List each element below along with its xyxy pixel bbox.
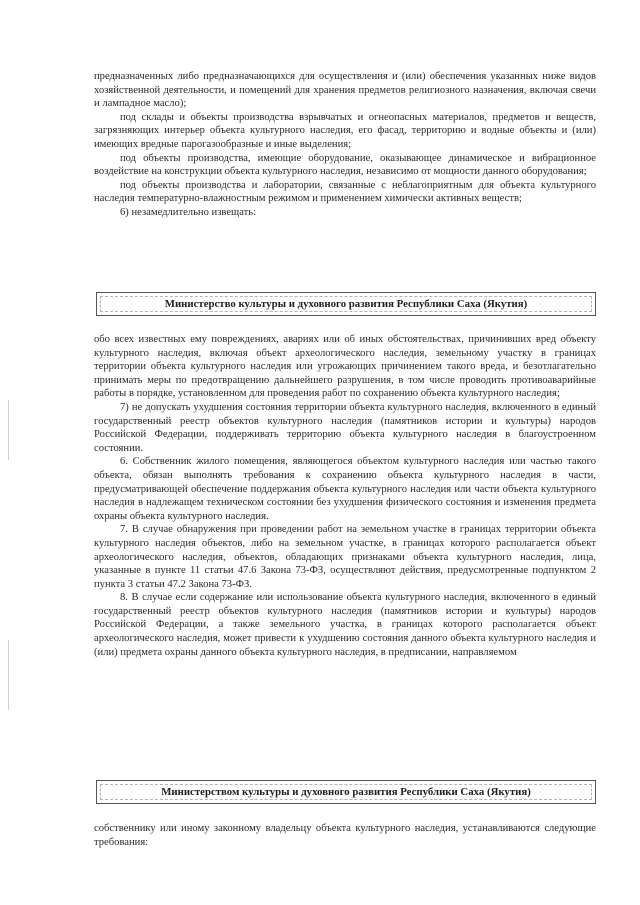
paragraph: 7. В случае обнаружения при проведении работ на земельном участке в границах территории объекта культурного наследия объектов, либо на земельном участке, в границах которого располагается объект археологического наследия, объектов, обладающих признаками объекта культурного наследия, лица, указанные в пункте 11 статьи 47.6 Закона 73-ФЗ, осуществляют действия, предусмотренные подпунктом 2 пункта 3 статьи 47.2 Закона 73-ФЗ. (94, 524, 596, 590)
stamp-text: Министерством культуры и духовного развития Республики Саха (Якутия) (161, 786, 531, 798)
scan-margin-mark (8, 400, 9, 460)
paragraph: под склады и объекты производства взрывчатых и огнеопасных материалов, предметов и веществ, загрязняющих интерьер объекта культурного наследия, его фасад, территорию и водные объекты и (или) имеющих вредные парогазообразные и иные выделения; (94, 111, 596, 150)
paragraph: под объекты производства и лаборатории, связанные с неблагоприятным для объекта культурного наследия температурно-влажностным режимом и применением химически активных веществ; (94, 179, 596, 205)
paragraph: собственнику или иному законному владельцу объекта культурного наследия, устанавливаются следующие требования: (94, 823, 596, 848)
text-block-top (94, 70, 596, 220)
paragraph: 6) незамедлительно извещать: (120, 206, 257, 218)
paragraph: предназначенных либо предназначающихся для осуществления и (или) обеспечения указанных ниже видов хозяйственной деятельности, и помещений для хранения предметов религиозного назначения, включая свечи и лампадное масло); (94, 71, 596, 110)
scan-margin-mark (8, 640, 9, 710)
paragraph: 8. В случае если содержание или использование объекта культурного наследия, включенного в единый государственный реестр объектов культурного наследия (памятников истории и культуры) народов Российской Федерации, а также земельного участка, в границах которого располагается объект археологического наследия, может привести к ухудшению состояния данного объекта культурного наследия и (или) предмета охраны данного объекта культурного наследия, в предписании, направляемом (94, 592, 596, 658)
paragraph: обо всех известных ему повреждениях, авариях или об иных обстоятельствах, причинивших вред объекту культурного наследия, включая объект археологического наследия, земельному участку в границах территории объекта культурного наследия или угрожающих причинением такого вреда, и безотлагательно принимать меры по предотвращению дальнейшего разрушения, в том числе проводить противоаварийные работы в порядке, установленном для проведения работ по сохранению объекта культурного наследия; (94, 334, 596, 400)
ministry-stamp (96, 292, 596, 316)
stamp-text: Министерство культуры и духовного развития Республики Саха (Якутия) (164, 298, 528, 310)
text-block-bottom (94, 822, 596, 849)
paragraph: 7) не допускать ухудшения состояния территории объекта культурного наследия, включенного в единый государственный реестр объектов культурного наследия (памятников истории и культуры) народов Российской Федерации, поддерживать территорию объекта культурного наследия в благоустроенном состоянии. (94, 401, 596, 454)
paragraph: 6. Собственник жилого помещения, являющегося объектом культурного наследия или частью такого объекта, обязан выполнять требования к сохранению объекта культурного наследия в части, предусматривающей обеспечение поддержания объекта культурного наследия или части объекта культурного наследия в надлежащем техническом состоянии без ухудшения физического состояния и изменения предмета охраны объекта культурного наследия. (94, 456, 596, 522)
ministry-stamp (96, 780, 596, 804)
text-block-middle (94, 333, 596, 659)
paragraph: под объекты производства, имеющие оборудование, оказывающее динамическое и вибрационное воздействие на конструкции объекта культурного наследия, независимо от мощности данного оборудования; (94, 152, 596, 178)
